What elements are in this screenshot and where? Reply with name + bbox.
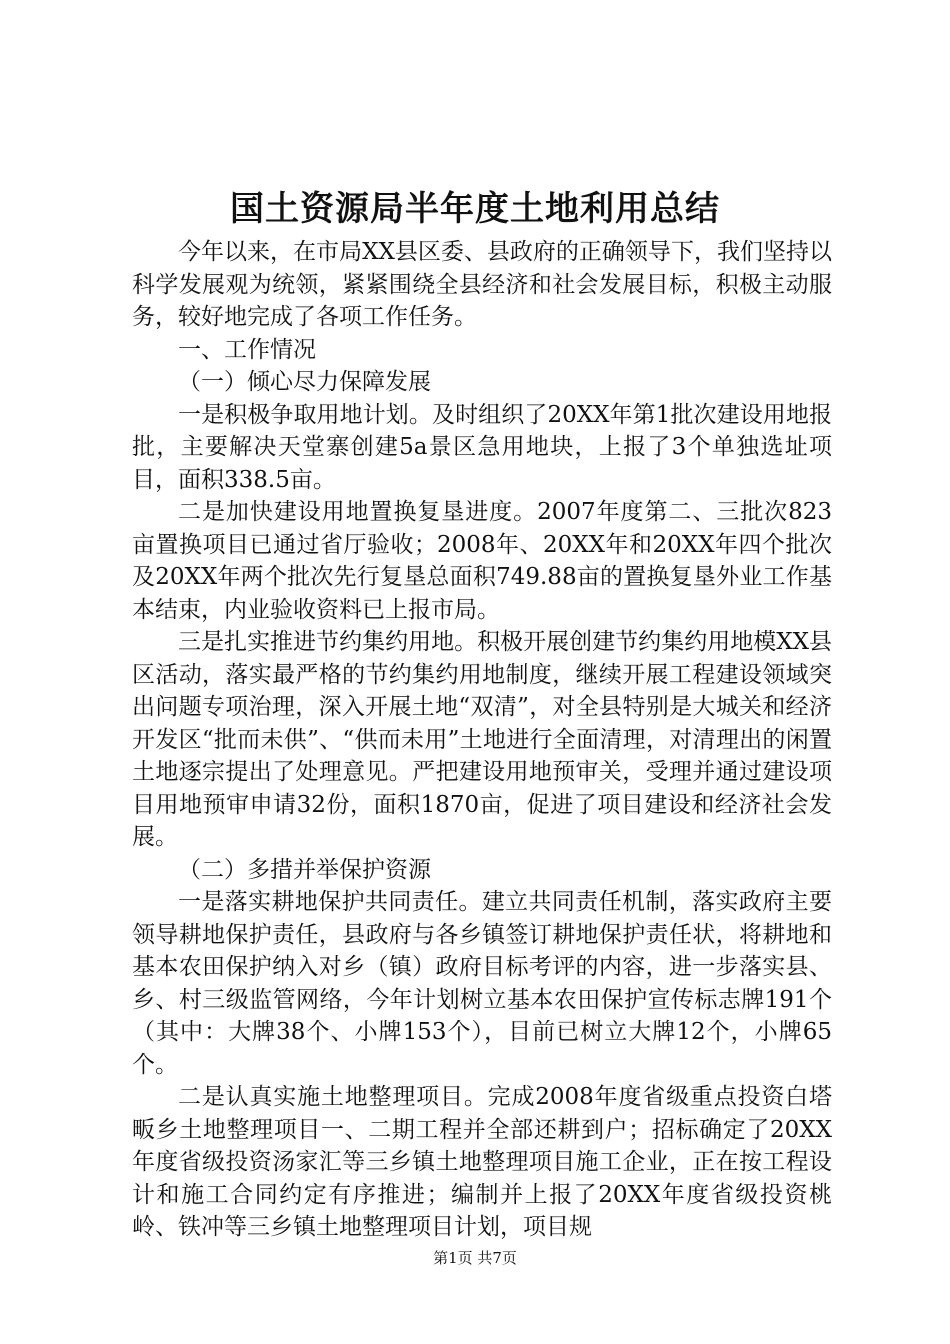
page-footer: 第1页 共7页 (433, 1249, 517, 1267)
paragraph-land-plan: 一是积极争取用地计划。及时组织了20XX年第1批次建设用地报批，主要解决天堂寨创建5a景区急用地块，上报了3个单独选址项目，面积338.5亩。 (132, 401, 832, 493)
paragraph-farmland-protection: 一是落实耕地保护共同责任。建立共同责任机制，落实政府主要领导耕地保护责任，县政府与各乡镇签订耕地保护责任状，将耕地和基本农田保护纳入对乡（镇）政府目标考评的内容，进一步落实县、乡、村三级监管网络，今年计划树立基本农田保护宣传标志牌191个（其中：大牌38个、小牌153个），目前已树立大牌12个，小牌65个。 (132, 889, 832, 1078)
section-heading-work-status: 一、工作情况 (178, 336, 316, 363)
subsection-heading-1: （一）倾心尽力保障发展 (178, 369, 431, 395)
paragraph-reclamation: 二是加快建设用地置换复垦进度。2007年度第二、三批次823亩置换项目已通过省厅验收；2008年、20XX年和20XX年四个批次及20XX年两个批次先行复垦总面积749.88亩的置换复垦外业工作基本结束，内业验收资料已上报市局。 (132, 499, 832, 623)
paragraph-land-consolidation: 二是认真实施土地整理项目。完成2008年度省级重点投资白塔畈乡土地整理项目一、二期工程并全部还耕到户；招标确定了20XX年度省级投资汤家汇等三乡镇土地整理项目施工企业，正在按工程设计和施工合同约定有序推进；编制并上报了20XX年度省级投资桃岭、铁冲等三乡镇土地整理项目计划，项目规 (132, 1084, 832, 1240)
paragraph-land-saving: 三是扎实推进节约集约用地。积极开展创建节约集约用地模XX县区活动，落实最严格的节约集约用地制度，继续开展工程建设领域突出问题专项治理，深入开展土地“双清”，对全县特别是大城关和经济开发区“批而未供”、“供而未用”土地进行全面清理，对清理出的闲置土地逐宗提出了处理意见。严把建设用地预审关，受理并通过建设项目用地预审申请32份，面积1870亩，促进了项目建设和经济社会发展。 (132, 629, 832, 850)
subsection-heading-2: （二）多措并举保护资源 (178, 856, 431, 883)
document-body (132, 236, 832, 1244)
paragraph-intro: 今年以来，在市局XX县区委、县政府的正确领导下，我们坚持以科学发展观为统领，紧紧围绕全县经济和社会发展目标，积极主动服务，较好地完成了各项工作任务。 (132, 239, 832, 330)
document-title: 国土资源局半年度土地利用总结 (230, 189, 720, 229)
